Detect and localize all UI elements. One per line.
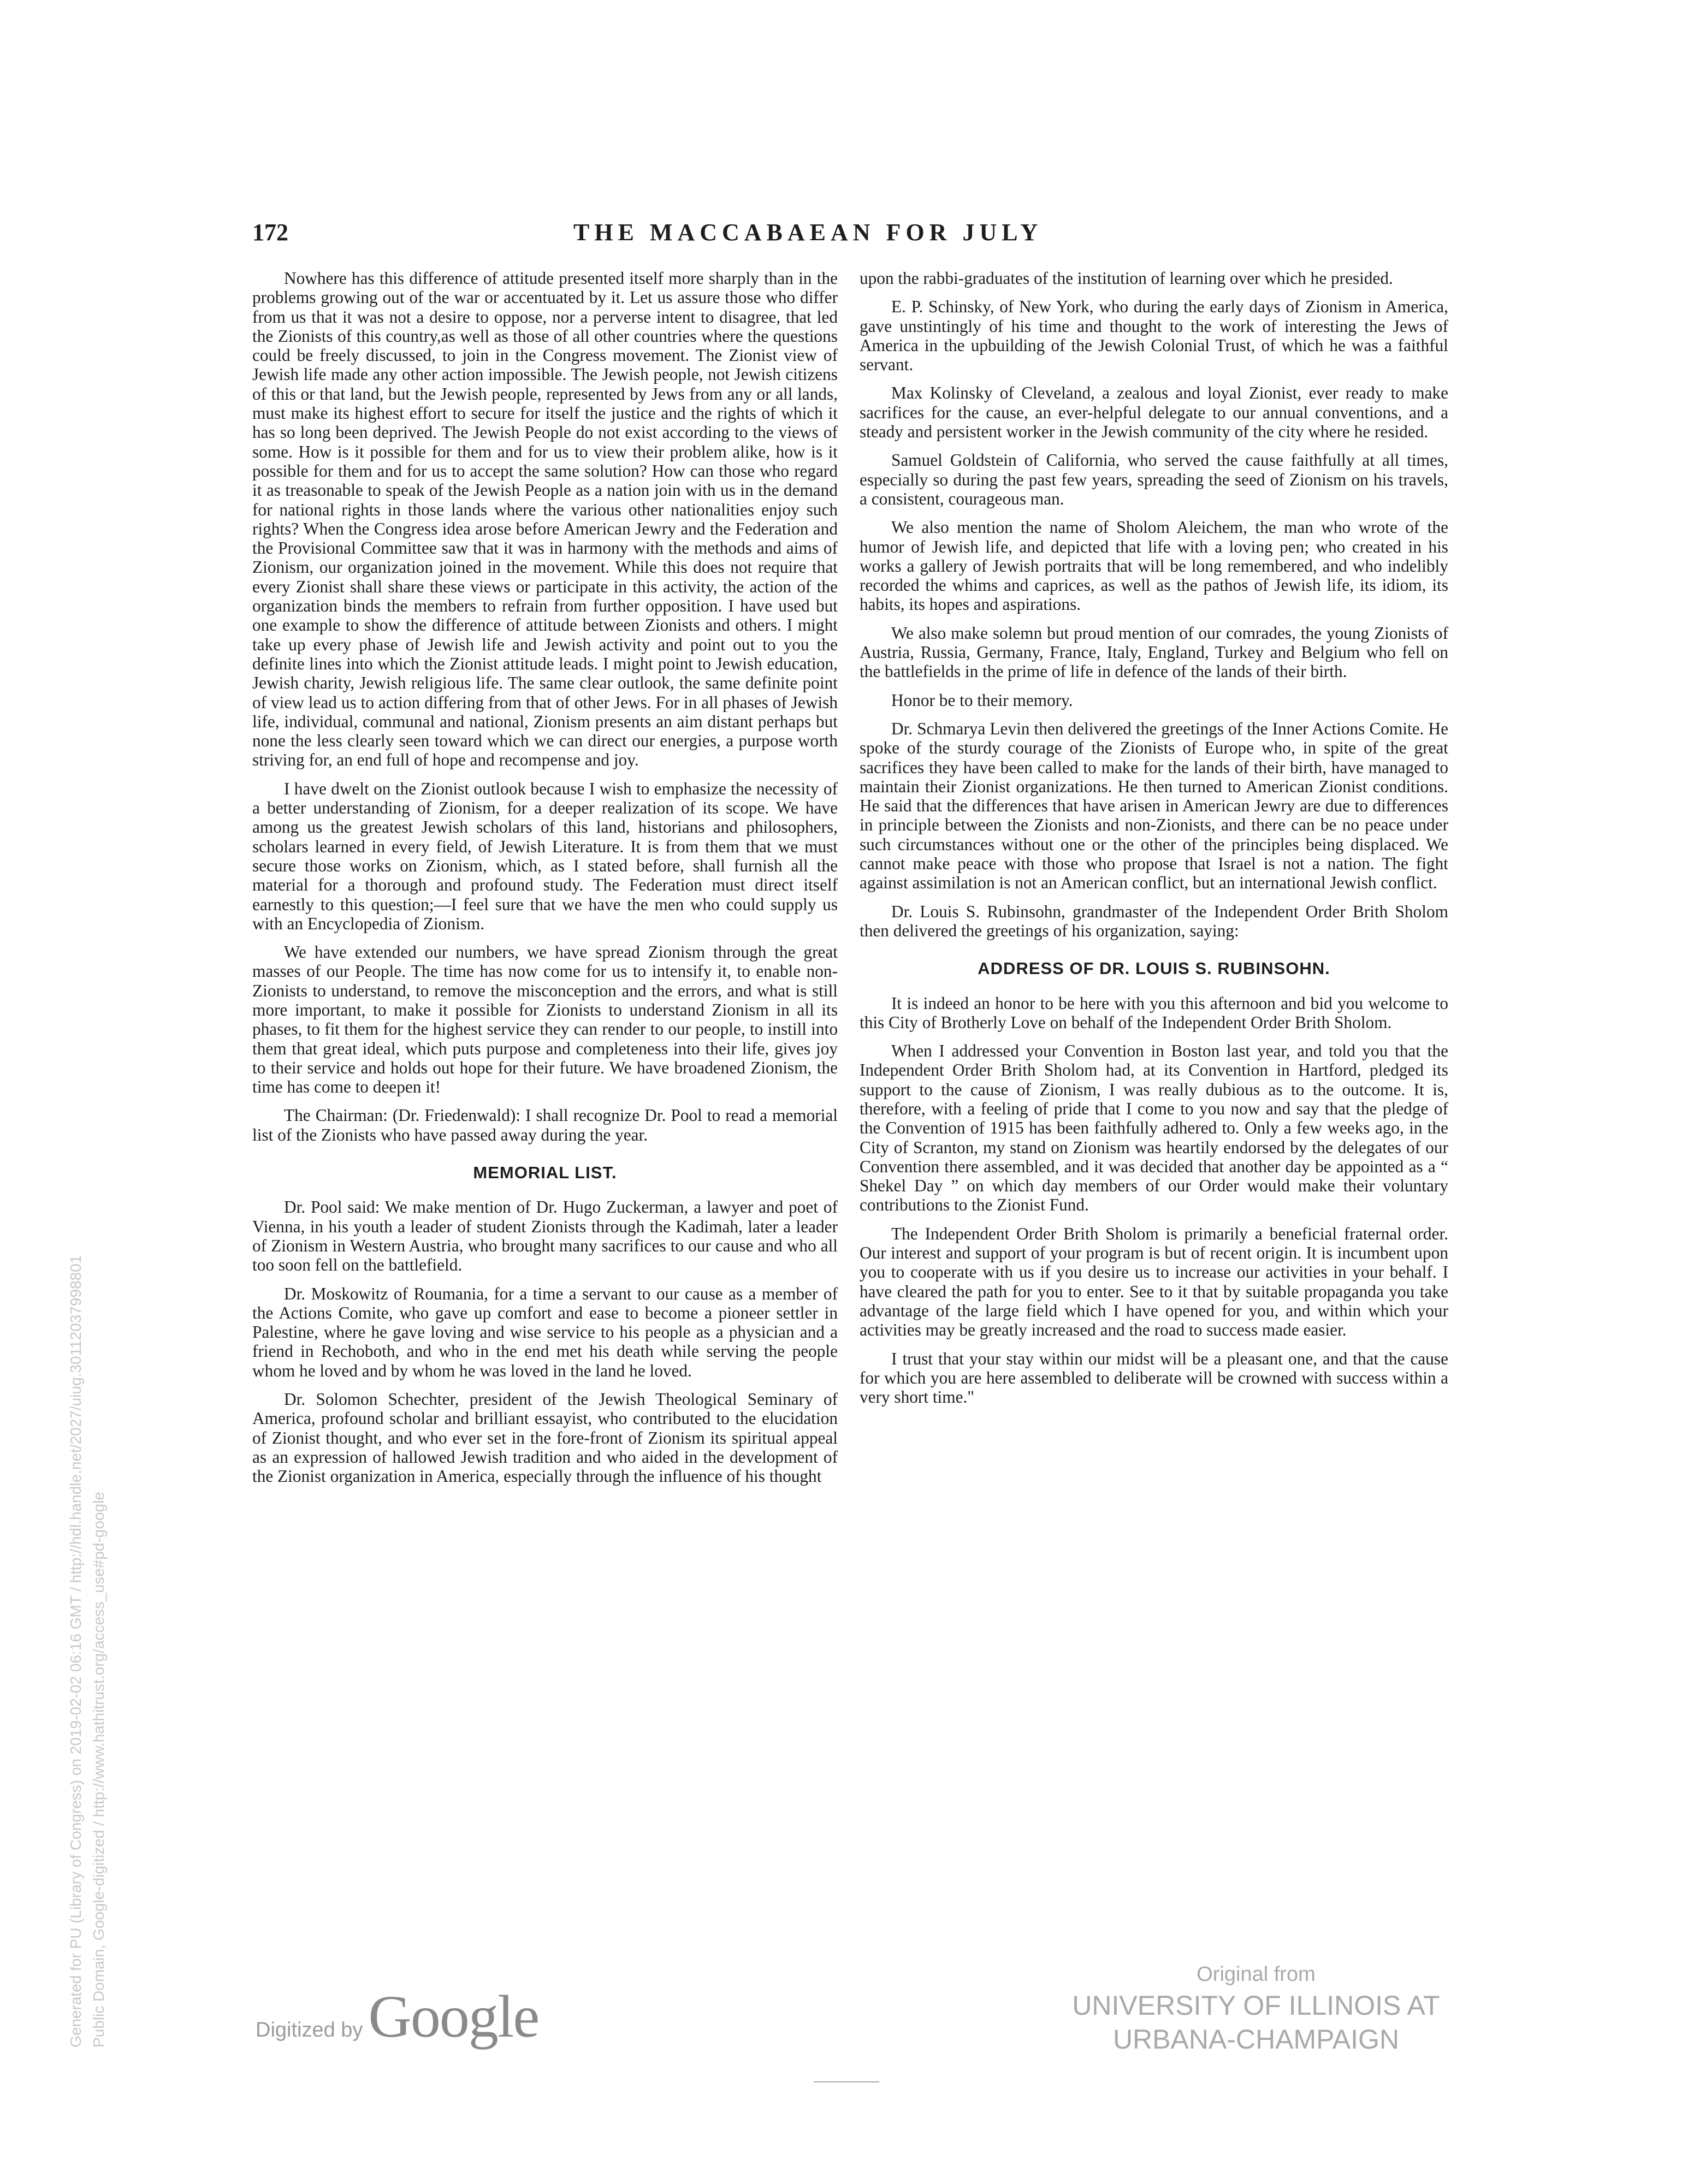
paragraph: upon the rabbi-graduates of the institution of learning over which he presided.: [860, 269, 1393, 288]
hathitrust-side-watermark: [64, 628, 110, 2048]
original-from-label: Original from: [1197, 1963, 1316, 1986]
paragraph: We have extended our numbers, we have spread Zionism through the great masses of our People. The time has now come for us to intensify it, to enable non-Zionists to understand, to remove the misconception and the errors, and what is still more important, to make it possible for Zionists to understand Zionism in all its phases, to fit them for the highest service they can render to our people, to instill into them that great ideal, which puts purpose and completeness into their life, gives joy to their service and holds out hope for their future. We have broadened Zionism, the time has come to deepen it!: [252, 942, 838, 1097]
paragraph: The Chairman: (Dr. Friedenwald): I shall recognize Dr. Pool to read a memorial list of the Zionists who have passed away during the year.: [252, 1106, 838, 1144]
paragraph: Dr. Schmarya Levin then delivered the greetings of the Inner Actions Comite. He spoke of the sturdy courage of the Zionists of Europe who, in spite of the great sacrifices they have been called to make for the lands of their birth, have managed to maintain their Zionist organizations. He then turned to American Zionist conditions. He said that the differences that have arisen in American Jewry are due to differences in principle between the Zionists and non-Zionists, and there can be no peace under such circumstances without one or the other of the principles being displaced. We cannot make peace with those who propose that Israel is not a nation. The fight against assimilation is not an American conflict, but an international Jewish conflict.: [860, 719, 1448, 893]
paragraph: Honor be to their memory.: [891, 690, 1073, 710]
university-name-line2: URBANA-CHAMPAIGN: [1112, 2024, 1400, 2055]
paragraph: Dr. Moskowitz of Roumania, for a time a servant to our cause as a member of the Actions Comite, who gave up comfort and ease to become a pioneer settler in Palestine, where he gave loving and wise service to his people as a physician and a friend in Rechoboth, and who in the end met his death while serving the people whom he loved and by whom he was loved in the land he loved.: [252, 1284, 838, 1380]
left-column: [252, 269, 838, 1495]
paragraph: Samuel Goldstein of California, who served the cause faithfully at all times, especially so during the past few years, spreading the seed of Zionism on his travels, a consistent, courageous man.: [860, 450, 1448, 508]
paragraph: The Independent Order Brith Sholom is primarily a beneficial fraternal order. Our interest and support of your program is but of recent origin. It is incumbent upon you to cooperate with us if you desire us to increase our activities in your behalf. I have cleared the path for you to enter. See to it that by suitable propaganda you take advantage of the large field which I have opened for you, and within which your activities may be greatly increased and the road to success made easier.: [860, 1224, 1448, 1340]
google-watermark: [256, 1982, 538, 2051]
paragraph: We also make solemn but proud mention of our comrades, the young Zionists of Austria, Russia, Germany, France, Italy, England, Turkey and Belgium who fell on the battlefields in the prime of life in defence of the lands of their birth.: [860, 623, 1448, 681]
university-name-line1: UNIVERSITY OF ILLINOIS AT: [1072, 1990, 1440, 2021]
watermark-line: Public Domain, Google-digitized / http://www.hathitrust.org/access_use#pd-google: [90, 1492, 107, 2048]
running-head: THE MACCABAEAN FOR JULY: [573, 219, 1043, 246]
right-column: [860, 269, 1448, 1416]
paragraph: It is indeed an honor to be here with you this afternoon and bid you welcome to this City of Brotherly Love on behalf of the Independent Order Brith Sholom.: [860, 993, 1448, 1032]
bottom-rule: [814, 2081, 879, 2082]
section-heading-address: ADDRESS OF DR. LOUIS S. RUBINSOHN.: [978, 959, 1330, 978]
paragraph: Nowhere has this difference of attitude presented itself more sharply than in the problems growing out of the war or accentuated by it. Let us assure those who differ from us that it was not a desire to oppose, nor a perverse intent to disagree, that led the Zionists of this country,as well as those of all other countries where the questions could be freely discussed, to join in the Congress movement. The Zionist view of Jewish life made any other action impossible. The Jewish people, not Jewish citizens of this or that land, but the Jewish people, represented by Jews from any or all lands, must make its highest effort to secure for itself the justice and the rights of which it has so long been deprived. The Jewish People do not exist according to the views of some. How is it possible for them and for us to view their problem alike, how is it possible for them and for us to accept the same solution? How can those who regard it as treasonable to speak of the Jewish People as a nation join with us in the demand for national rights in those lands where the various other nationalities enjoy such rights? When the Congress idea arose before American Jewry and the Federation and the Provisional Committee saw that it was in harmony with the methods and aims of Zionism, our organization joined in the movement. While this does not require that every Zionist shall share these views or participate in this activity, the action of the organization binds the members to refrain from further opposition. I have used but one example to show the difference of attitude between Zionists and others. I might take up every phase of Jewish life and Jewish activity and point out to you the definite lines into which the Zionist attitude leads. I might point to Jewish education, Jewish charity, Jewish religious life. The same clear outlook, the same definite point of view lead us to action differing from that of other Jews. For in all phases of Jewish life, individual, communal and national, Zionism presents an aim distant perhaps but none the less clearly seen toward which we can direct our energies, a purpose worth striving for, an end full of hope and recompense and joy.: [252, 269, 838, 770]
paragraph: Dr. Pool said: We make mention of Dr. Hugo Zuckerman, a lawyer and poet of Vienna, in his youth a leader of student Zionists through the Kadimah, later a leader of Zionism in Western Austria, who brought many sacrifices to our cause and who all too soon fell on the battlefield.: [252, 1197, 838, 1275]
paragraph: I trust that your stay within our midst will be a pleasant one, and that the cause for which you are here assembled to deliberate will be crowned with success within a very short time.": [860, 1349, 1448, 1407]
paragraph: We also mention the name of Sholom Aleichem, the man who wrote of the humor of Jewish life, and depicted that life with a loving pen; who created in his works a gallery of Jewish portraits that will be long remembered, and who indelibly recorded the whims and caprices, as well as the pathos of Jewish life, its idiom, its habits, its hopes and aspirations.: [860, 518, 1448, 614]
page-number: 172: [252, 219, 288, 246]
watermark-line: Generated for PU (Library of Congress) on 2019-02-02 06:16 GMT / http://hdl.handle.net/2027/uiug.30112037998801: [67, 1255, 84, 2048]
paragraph: When I addressed your Convention in Boston last year, and told you that the Independent Order Brith Sholom had, at its Convention in Hartford, pledged its support to the cause of Zionism, I was really dubious as to the outcome. It is, therefore, with a feeling of pride that I come to you now and say that the pledge of the Convention of 1915 has been faithfully adhered to. Only a few weeks ago, in the City of Scranton, my stand on Zionism was heartily endorsed by the delegates of our Convention there assembled, and it was decided that another day be appointed as a “ Shekel Day ” on which day members of our Order would make their voluntary contributions to the Zionist Fund.: [860, 1041, 1448, 1215]
university-watermark: [1059, 1960, 1453, 2056]
paragraph: I have dwelt on the Zionist outlook because I wish to emphasize the necessity of a better understanding of Zionism, for a deeper realization of its scope. We have among us the greatest Jewish scholars of this land, historians and philosophers, scholars learned in every field, of Jewish Literature. It is from them that we must secure those works on Zionism, which, as I stated before, shall furnish all the material for a thorough and profound study. The Federation must direct itself earnestly to this question;—I feel sure that we have the men who could supply us with an Encyclopedia of Zionism.: [252, 779, 838, 933]
paragraph: Max Kolinsky of Cleveland, a zealous and loyal Zionist, ever ready to make sacrifices for the cause, an ever-helpful delegate to our annual conventions, and a steady and persistent worker in the Jewish community of the city where he resided.: [860, 383, 1448, 442]
section-heading-memorial-list: MEMORIAL LIST.: [473, 1163, 617, 1183]
paragraph: Dr. Solomon Schechter, president of the Jewish Theological Seminary of America, profound scholar and brilliant essayist, who contributed to the elucidation of Zionist thought, and who ever set in the fore-front of Zionism its spiritual appeal as an expression of hallowed Jewish tradition and who aided in the development of the Zionist organization in America, especially through the influence of his thought: [252, 1390, 838, 1486]
google-logo: Google: [368, 1983, 539, 2050]
paragraph: Dr. Louis S. Rubinsohn, grandmaster of the Independent Order Brith Sholom then delivered the greetings of his organization, saying:: [860, 901, 1448, 940]
paragraph: E. P. Schinsky, of New York, who during the early days of Zionism in America, gave unstintingly of his time and thought to the work of interesting the Jews of America in the upbuilding of the Jewish Colonial Trust, of which he was a faithful servant.: [860, 297, 1448, 375]
digitized-by-label: Digitized by: [256, 2019, 363, 2041]
